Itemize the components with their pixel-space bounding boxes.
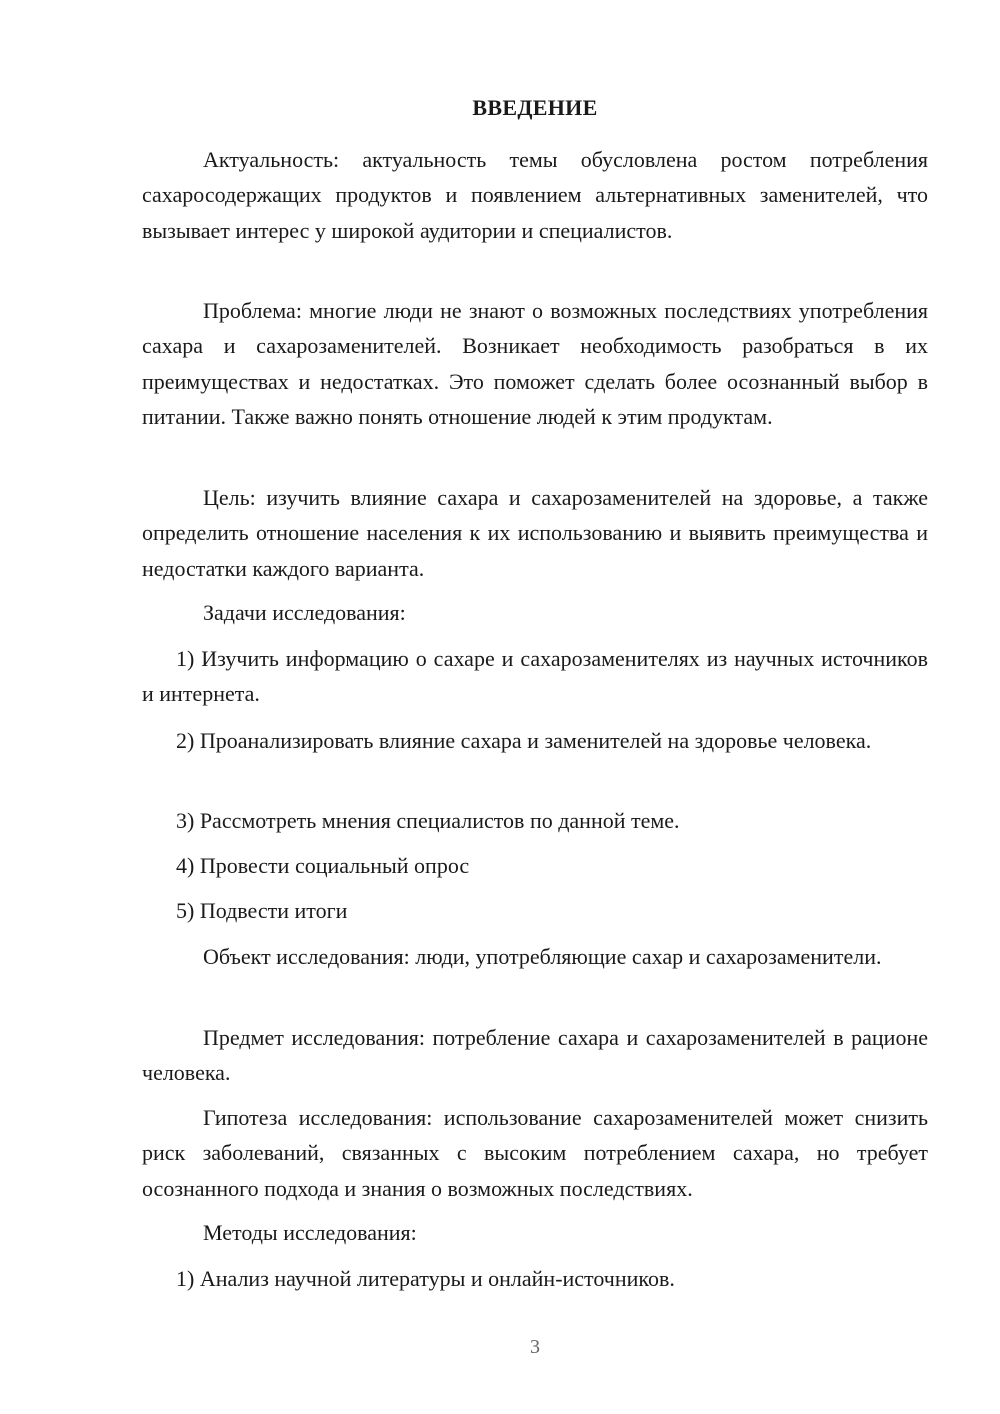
- document-page: [142, 0, 928, 1414]
- hypothesis-paragraph: Гипотеза исследования: использование сахарозаменителей может снизить риск заболеваний, связанных с высоким потреблением сахара, но требует осознанного подхода и знания о возможных последствиях.: [142, 1105, 928, 1201]
- relevance-paragraph: Актуальность: актуальность темы обусловлена ростом потребления сахаросодержащих продуктов и появлением альтернативных заменителей, что вызывает интерес у широкой аудитории и специалистов.: [142, 147, 928, 243]
- object-paragraph: Объект исследования: люди, употребляющие сахар и сахарозаменители.: [203, 944, 882, 969]
- task-item: 3) Рассмотреть мнения специалистов по данной теме.: [176, 808, 680, 833]
- problem-paragraph: Проблема: многие люди не знают о возможных последствиях употребления сахара и сахарозаменителей. Возникает необходимость разобраться в их преимуществах и недостатках. Это поможет сделать более осознанный выбор в питании. Также важно понять отношение людей к этим продуктам.: [142, 298, 928, 429]
- methods-heading: Методы исследования:: [203, 1220, 417, 1245]
- task-item: 2) Проанализировать влияние сахара и заменителей на здоровье человека.: [176, 728, 872, 753]
- page-number: 3: [530, 1336, 540, 1358]
- task-item: 1) Изучить информацию о сахаре и сахарозаменителях из научных источников и интернета.: [142, 646, 928, 707]
- section-title: ВВЕДЕНИЕ: [472, 95, 598, 120]
- tasks-heading: Задачи исследования:: [203, 600, 406, 625]
- goal-paragraph: Цель: изучить влияние сахара и сахарозаменителей на здоровье, а также определить отношение населения к их использованию и выявить преимущества и недостатки каждого варианта.: [142, 485, 928, 581]
- method-item: 1) Анализ научной литературы и онлайн-источников.: [176, 1266, 675, 1291]
- task-item: 5) Подвести итоги: [176, 898, 348, 923]
- task-item: 4) Провести социальный опрос: [176, 853, 470, 878]
- subject-paragraph: Предмет исследования: потребление сахара и сахарозаменителей в рационе человека.: [142, 1025, 928, 1086]
